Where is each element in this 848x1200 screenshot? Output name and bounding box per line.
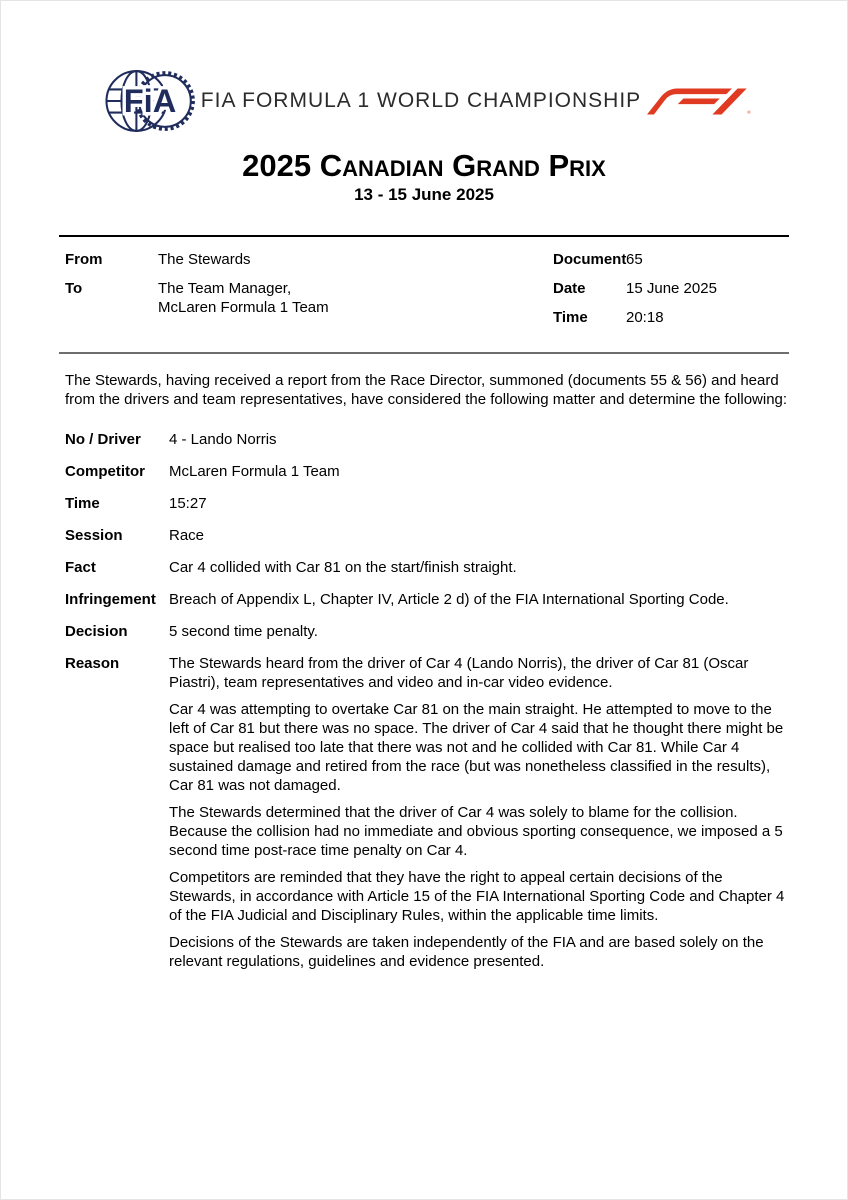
time-label: Time — [553, 309, 588, 326]
meta-row-to — [65, 279, 553, 317]
to-value-line2: McLaren Formula 1 Team — [158, 299, 329, 316]
reason-paragraph-1: The Stewards heard from the driver of Car 4 (Lando Norris), the driver of Car 81 (Oscar Piastri), team representatives and video and in-car video evidence. — [169, 655, 749, 691]
fact-label: Fact — [65, 559, 96, 576]
document-header — [105, 67, 751, 135]
field-row-decision — [65, 622, 789, 641]
field-row-competitor — [65, 462, 789, 481]
decision-fields — [65, 430, 789, 979]
meta-row-document — [553, 250, 789, 269]
to-label: To — [65, 280, 83, 297]
stewards-disclaimer: Decisions of the Stewards are taken independently of the FIA and are based solely on the relevant regulations, guidelines and evidence presented. — [169, 934, 764, 970]
intro-paragraph: The Stewards, having received a report from the Race Director, summoned (documents 55 & 56) and heard from the drivers and team representatives, have considered the following matter and determine the following: — [65, 372, 788, 408]
meta-addressing — [65, 250, 553, 337]
session-label: Session — [65, 527, 123, 544]
competitor-label: Competitor — [65, 463, 145, 480]
to-value — [158, 279, 553, 317]
from-label: From — [65, 251, 103, 268]
meta-document-info — [553, 250, 789, 337]
to-value-line1: The Team Manager, — [158, 280, 292, 297]
infringement-value: Breach of Appendix L, Chapter IV, Article 2 d) of the FIA International Sporting Code. — [169, 591, 729, 608]
reason-paragraph-2: Car 4 was attempting to overtake Car 81 on the main straight. He attempted to move to the left of Car 81 but there was no space. The driver of Car 4 said that he thought there might be space but realised too late that there was not and he collided with Car 81. While Car 4 sustained damage and retired from the race (but was nonetheless classified in the results), Car 81 was not damaged. — [169, 701, 784, 794]
time-value: 20:18 — [626, 309, 664, 326]
reason-label: Reason — [65, 655, 120, 672]
from-value: The Stewards — [158, 251, 251, 268]
reason-paragraphs — [169, 654, 789, 979]
decision-value: 5 second time penalty. — [169, 623, 318, 640]
date-label: Date — [553, 280, 586, 297]
championship-heading: FIA FORMULA 1 WORLD CHAMPIONSHIP — [200, 89, 642, 112]
meta-row-date — [553, 279, 789, 298]
meta-row-from — [65, 250, 553, 269]
f1-logo-icon — [647, 88, 751, 115]
f1-registered-mark: ® — [747, 110, 751, 115]
document-value: 65 — [626, 251, 643, 268]
fia-logo-icon — [105, 67, 195, 135]
time-field-value: 15:27 — [169, 495, 207, 512]
competitor-value: McLaren Formula 1 Team — [169, 463, 340, 480]
no-driver-label: No / Driver — [65, 431, 141, 448]
session-value: Race — [169, 527, 205, 544]
decision-label: Decision — [65, 623, 128, 640]
document-label: Document — [553, 251, 627, 268]
reason-paragraph-3: The Stewards determined that the driver of Car 4 was solely to blame for the collision. Because the collision had no immediate and obvious sporting consequence, we imposed a 5 second time post-race time penalty on Car 4. — [169, 804, 783, 859]
event-title: 2025 Canadian Grand Prix — [242, 148, 606, 183]
event-dates: 13 - 15 June 2025 — [354, 185, 494, 204]
field-row-time — [65, 494, 789, 513]
field-row-no-driver — [65, 430, 789, 449]
meta-section — [59, 235, 789, 354]
time-field-label: Time — [65, 495, 100, 512]
reason-paragraph-4: Competitors are reminded that they have the right to appeal certain decisions of the Stewards, in accordance with Article 15 of the FIA International Sporting Code and Chapter 4 of the FIA Judicial and Disciplinary Rules, within the applicable time limits. — [169, 869, 785, 924]
field-row-reason — [65, 654, 789, 979]
fia-logo-text: FiA — [123, 81, 177, 119]
title-block — [1, 149, 847, 205]
no-driver-value: 4 - Lando Norris — [169, 431, 277, 448]
field-row-fact — [65, 558, 789, 577]
infringement-label: Infringement — [65, 591, 156, 608]
fact-value: Car 4 collided with Car 81 on the start/finish straight. — [169, 559, 517, 576]
date-value: 15 June 2025 — [626, 280, 717, 297]
field-row-infringement — [65, 590, 789, 609]
meta-row-time — [553, 308, 789, 327]
field-row-session — [65, 526, 789, 545]
